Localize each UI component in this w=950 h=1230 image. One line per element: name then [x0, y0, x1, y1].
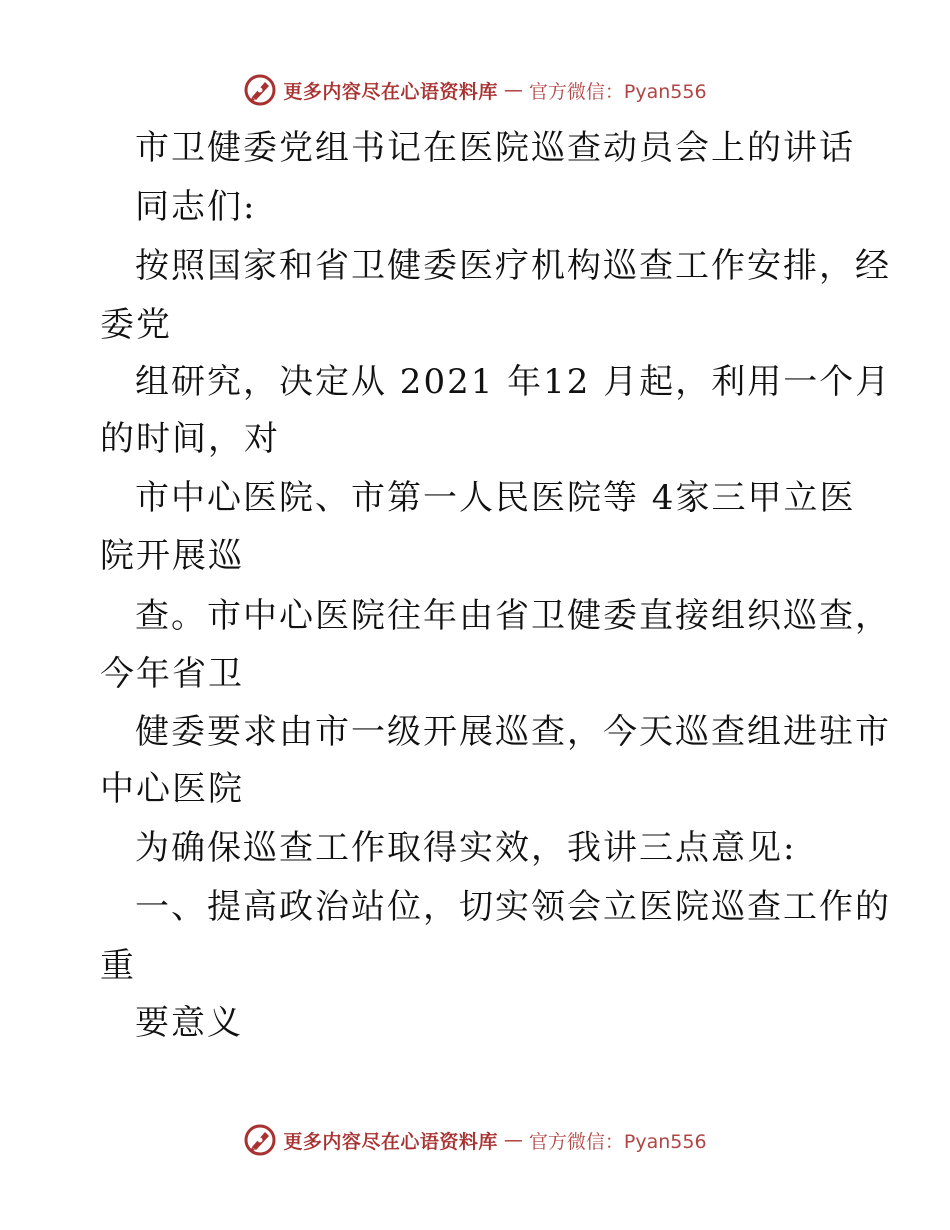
text-line: 的时间，对 [100, 419, 280, 459]
text-line: 组研究，决定从 2021 年12 月起，利用一个月 [135, 362, 892, 402]
watermark-separator: — [503, 1129, 523, 1151]
text-line: 委党 [100, 305, 172, 345]
text-line: 市中心医院、市第一人民医院等 4家三甲立医 [135, 478, 856, 518]
watermark-banner-bottom [0, 1120, 950, 1160]
watermark-contact: 官方微信：Pyan556 [528, 1130, 707, 1153]
watermark-contact: 官方微信：Pyan556 [528, 80, 707, 103]
pen-emblem-icon [243, 1123, 277, 1157]
watermark-brand: 更多内容尽在心语资料库 [283, 80, 498, 103]
text-line: 查。市中心医院往年由省卫健委直接组织巡查， [135, 596, 891, 636]
text-line: 重 [100, 946, 136, 986]
text-line: 院开展巡 [100, 536, 244, 576]
text-line: 按照国家和省卫健委医疗机构巡查工作安排，经 [135, 246, 891, 286]
watermark-brand: 更多内容尽在心语资料库 [283, 1130, 498, 1153]
text-line: 今年省卫 [100, 654, 244, 694]
text-line: 同志们: [135, 187, 257, 227]
watermark-separator: — [503, 79, 523, 101]
text-line: 为确保巡查工作取得实效，我讲三点意见: [135, 828, 797, 868]
text-line: 健委要求由市一级开展巡查，今天巡查组进驻市 [135, 712, 891, 752]
text-line: 要意义 [135, 1003, 243, 1043]
text-line: 一、提高政治站位，切实领会立医院巡查工作的 [135, 887, 891, 927]
document-title: 市卫健委党组书记在医院巡查动员会上的讲话 [135, 128, 855, 168]
text-line: 中心医院 [100, 769, 244, 809]
